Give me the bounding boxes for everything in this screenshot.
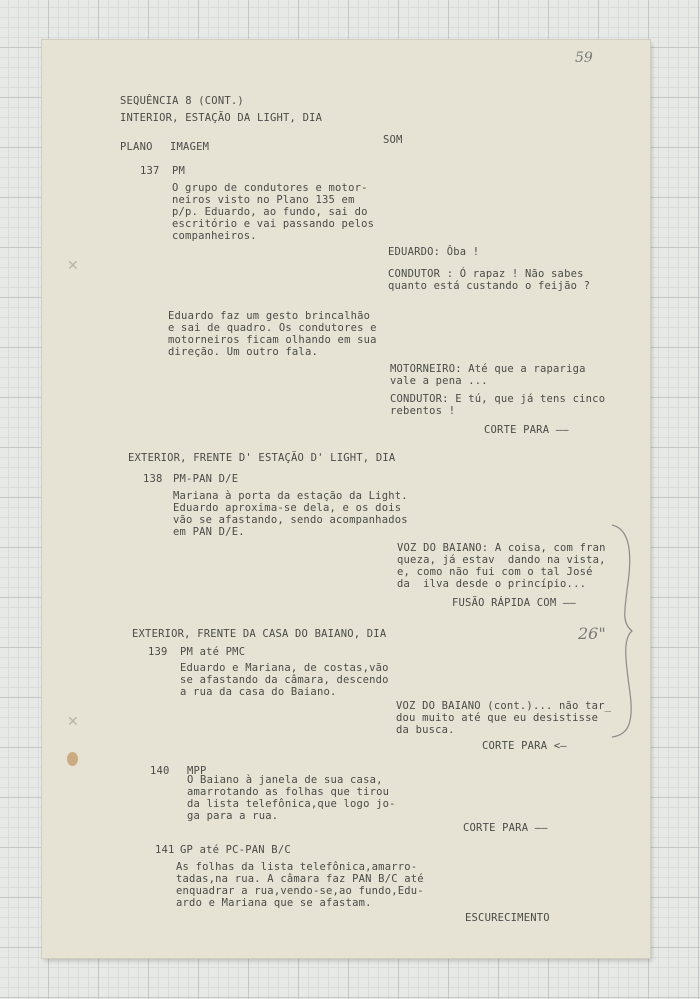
- shot-141-camera: GP até PC-PAN B/C: [180, 844, 291, 856]
- punch-mark-lower: ✕: [67, 714, 79, 730]
- shot-138-camera: PM-PAN D/E: [173, 473, 239, 485]
- scene-3-heading: EXTERIOR, FRENTE DA CASA DO BAIANO, DIA: [132, 628, 387, 640]
- shot-140-image: O Baiano à janela de sua casa, amarrotando as folhas que tirou da lista telefônica,que logo jo- ga para a rua.: [187, 774, 396, 822]
- shot-141-image: As folhas da lista telefônica,amarro- tadas,na rua. A câmara faz PAN B/C até enquadrar a rua,vendo-se,ao fundo,Edu- ardo e Mariana que se afastam.: [176, 861, 424, 909]
- handwritten-page-number: 59: [575, 50, 593, 66]
- sequence-heading: SEQUÊNCIA 8 (CONT.): [120, 95, 244, 107]
- shot-137-camera: PM: [172, 165, 186, 177]
- shot-138-number: 138: [143, 473, 163, 485]
- column-plano: PLANO: [120, 141, 153, 153]
- shot-140-camera: MPP: [187, 765, 207, 777]
- shot-138-dialog: VOZ DO BAIANO: A coisa, com fran queza, já estav dando na vista, e, como não fui com o tal José da ilva desde o princípio...: [397, 542, 606, 590]
- shot-140-number: 140: [150, 765, 170, 777]
- shot-140-transition: CORTE PARA ——: [463, 822, 548, 834]
- shot-137-dialog-condutor-2: CONDUTOR: E tú, que já tens cinco rebentos !: [390, 393, 606, 417]
- shot-138-image: Mariana à porta da estação da Light. Eduardo aproxima-se dela, e os dois vão se afastando, sendo acompanhados em PAN D/E.: [173, 490, 408, 538]
- shot-137-image-2: Eduardo faz um gesto brincalhão e sai de quadro. Os condutores e motorneiros ficam olhando em sua direção. Um outro fala.: [168, 310, 377, 358]
- shot-137-number: 137: [140, 165, 160, 177]
- shot-139-image: Eduardo e Mariana, de costas,vão se afastando da câmara, descendo a rua da casa do Baiano.: [180, 662, 389, 698]
- scene-2-heading: EXTERIOR, FRENTE D' ESTAÇÃO D' LIGHT, DIA: [128, 452, 396, 464]
- shot-139-transition: CORTE PARA <—: [482, 740, 567, 752]
- shot-137-image: O grupo de condutores e motor- neiros visto no Plano 135 em p/p. Eduardo, ao fundo, sai do escritório e vai passando pelos companheiros.: [172, 182, 375, 242]
- shot-137-dialog-motorneiro: MOTORNEIRO: Até que a rapariga vale a pena ...: [390, 363, 586, 387]
- shot-141-number: 141: [155, 844, 175, 856]
- location-heading: INTERIOR, ESTAÇÃO DA LIGHT, DIA: [120, 112, 323, 124]
- paper-stain: [67, 752, 78, 766]
- shot-141-transition: ESCURECIMENTO: [465, 912, 550, 924]
- shot-137-dialog-condutor: CONDUTOR : Ó rapaz ! Não sabes quanto está custando o feijão ?: [388, 268, 591, 292]
- shot-139-camera: PM até PMC: [180, 646, 246, 658]
- punch-mark-upper: ✕: [67, 258, 79, 274]
- shot-137-dialog-eduardo: EDUARDO: Ôba !: [388, 246, 480, 258]
- handwritten-brace: [608, 523, 638, 739]
- column-imagem: IMAGEM: [170, 141, 210, 153]
- shot-139-number: 139: [148, 646, 168, 658]
- shot-137-transition: CORTE PARA ——: [484, 424, 569, 436]
- shot-138-transition: FUSÃO RÁPIDA COM ——: [452, 597, 576, 609]
- handwritten-timing: 26": [578, 624, 606, 643]
- shot-139-dialog: VOZ DO BAIANO (cont.)... não tar_ dou muito até que eu desistisse da busca.: [396, 700, 612, 736]
- column-som: SOM: [383, 134, 403, 146]
